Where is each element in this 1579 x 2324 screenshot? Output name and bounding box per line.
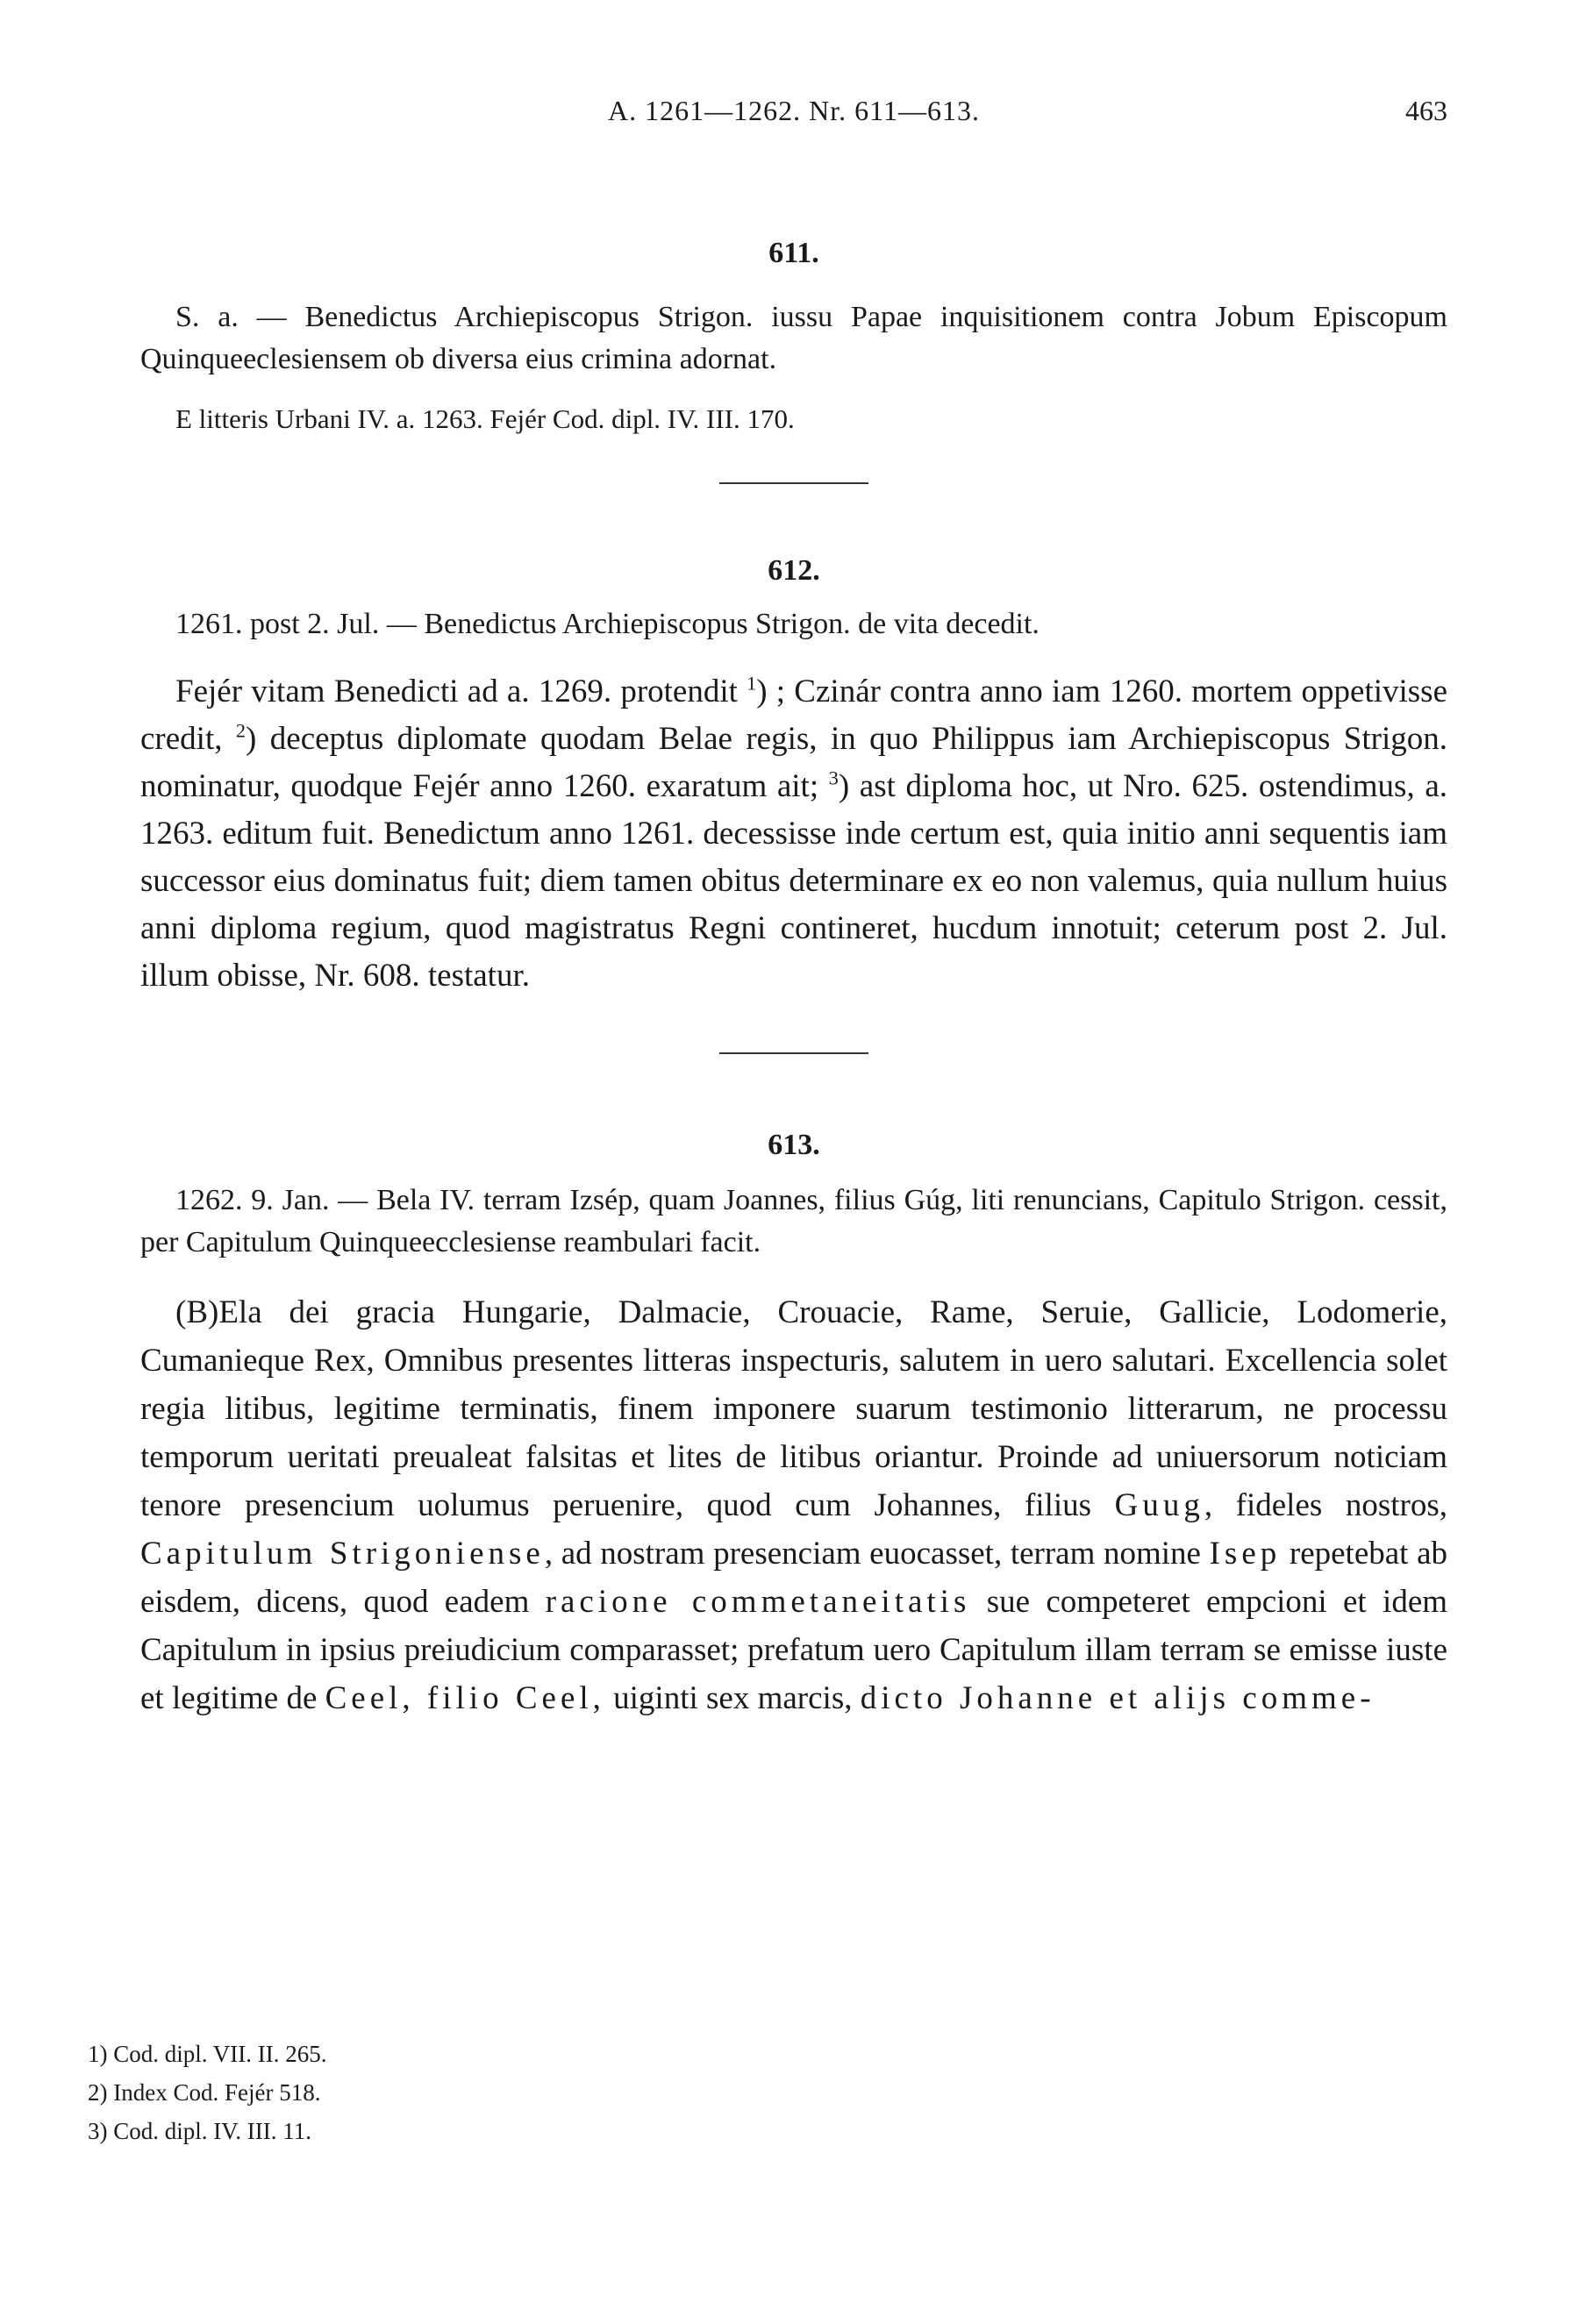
entry-source: E litteris Urbani IV. a. 1263. Fejér Cod. dipl. IV. III. 170. (175, 403, 795, 434)
charter-text-part: (B)Ela dei gracia Hungarie, Dalmacie, Crouacie, Rame, Seruie, Gallicie, Lodomerie, Cumanieque Rex, Omnibus presentes litteras inspecturis, salutem in uero salutari. Excellencia solet regia litibus, legitime terminatis, finem imponere suarum testimonio litterarum, ne processu temporum ueritati preualeat falsitas et lites de litibus oriantur. Proinde ad uniuersorum noticiam tenore presencium uolumus peruenire, quod cum Johannes, filius (140, 1294, 1447, 1523)
charter-text-part: , ad nostram presenciam euocasset, terram nomine (544, 1536, 1201, 1572)
entry-611 (140, 237, 1447, 438)
footnote-3: 3) Cod. dipl. IV. III. 11. (88, 2118, 311, 2144)
spaced-name: Capitulum Strigoniense (140, 1536, 545, 1572)
note-text: ; Czinár contra anno iam 1260. mortem oppetivisse credit, (140, 674, 1447, 757)
note-text: Fejér vitam Benedicti ad a. 1269. protendit (175, 674, 738, 709)
spaced-name: Guug (1114, 1487, 1204, 1523)
entry-number: 612. (768, 554, 820, 587)
running-head-title: A. 1261—1262. Nr. 611—613. (608, 95, 980, 126)
divider (719, 482, 868, 484)
charter-text-part: uiginti sex marcis, (613, 1680, 853, 1716)
charter-text (140, 1288, 1447, 1722)
entry-612 (140, 554, 1447, 1000)
note-text: deceptus diplomate quodam Belae regis, in quo Philippus iam Archiepiscopus Strigon. nominatur, quodque Fejér anno 1260. exaratum ait; (140, 721, 1448, 804)
entry-613 (140, 1129, 1447, 1722)
entry-number: 613. (768, 1129, 820, 1161)
spaced-name: dicto Johanne et alijs comme- (860, 1680, 1375, 1716)
running-head (140, 88, 1447, 140)
footnotes (88, 2035, 326, 2150)
page-number: 463 (1405, 95, 1447, 126)
note-text: ast diploma hoc, ut Nro. 625. ostendimus, a. 1263. editum fuit. Benedictum anno 1261. decessisse inde certum est, quia initio anni sequentis iam successor eius dominatus fuit; diem tamen obitus determinare ex eo non valemus, quia nullum huius anni diploma regium, quod magistratus Regni contineret, hucdum innotuit; ceterum post 2. Jul. illum obisse, Nr. 608. testatur. (140, 768, 1447, 994)
footnote-ref[interactable]: 1 (747, 672, 757, 695)
charter-text-part: , fideles nostros, (1204, 1487, 1448, 1523)
charter-text-part: sue competeret empcioni et idem Capitulum in ipsius preiudicium comparasset; prefatum uero Capitulum illam terram se emisse iuste et legitime de (140, 1584, 1448, 1716)
spaced-name: Ceel, filio Ceel, (325, 1680, 605, 1716)
footnote-ref[interactable]: 3 (828, 766, 839, 789)
footnote-ref[interactable]: 2 (235, 719, 246, 742)
footnote-1: 1) Cod. dipl. VII. II. 265. (88, 2041, 327, 2067)
divider (719, 1052, 868, 1054)
charter-text-part: repetebat ab eisdem, dicens, quod eadem (140, 1536, 1447, 1620)
entry-number: 611. (768, 237, 819, 269)
entry-note: Fejér vitam Benedicti ad a. 1269. protendit $^1$) ; Czinár contra anno iam 1260. mortem oppetivisse credit, $^2$) deceptus diplomate quodam Belae regis, in quo Philippus iam Archiepiscopus Strigon. nominatur, quodque Fejér anno 1260. exaratum ait; $^3$) ast diploma hoc, ut Nro. 625. ostendimus, a. 1263. editum fuit. Benedictum anno 1261. decessisse inde certum est, quia initio anni sequentis iam successor eius dominatus fuit; diem tamen obitus determinare ex eo non valemus, quia nullum huius anni diploma regium, quod magistratus Regni contineret, hucdum innotuit; ceterum post 2. Jul. illum obisse, Nr. 608. testatur. (140, 672, 1448, 994)
page (140, 88, 1447, 1722)
spaced-name: Isep (1209, 1536, 1282, 1572)
entry-regest: 1261. post 2. Jul. — Benedictus Archiepiscopus Strigon. de vita decedit. (175, 608, 1040, 640)
footnote-2: 2) Index Cod. Fejér 518. (88, 2079, 321, 2106)
entry-regest: 1262. 9. Jan. — Bela IV. terram Izsép, quam Joannes, filius Gúg, liti renuncians, Capitulo Strigon. cessit, per Capitulum Quinqueecclesiense reambulari facit. (140, 1184, 1447, 1258)
spaced-term: racione commetaneitatis (545, 1584, 971, 1620)
entry-regest: S. a. — Benedictus Archiepiscopus Strigon. iussu Papae inquisitionem contra Jobum Episcopum Quinqueeclesiensem ob diversa eius crimina adornat. (140, 301, 1447, 375)
